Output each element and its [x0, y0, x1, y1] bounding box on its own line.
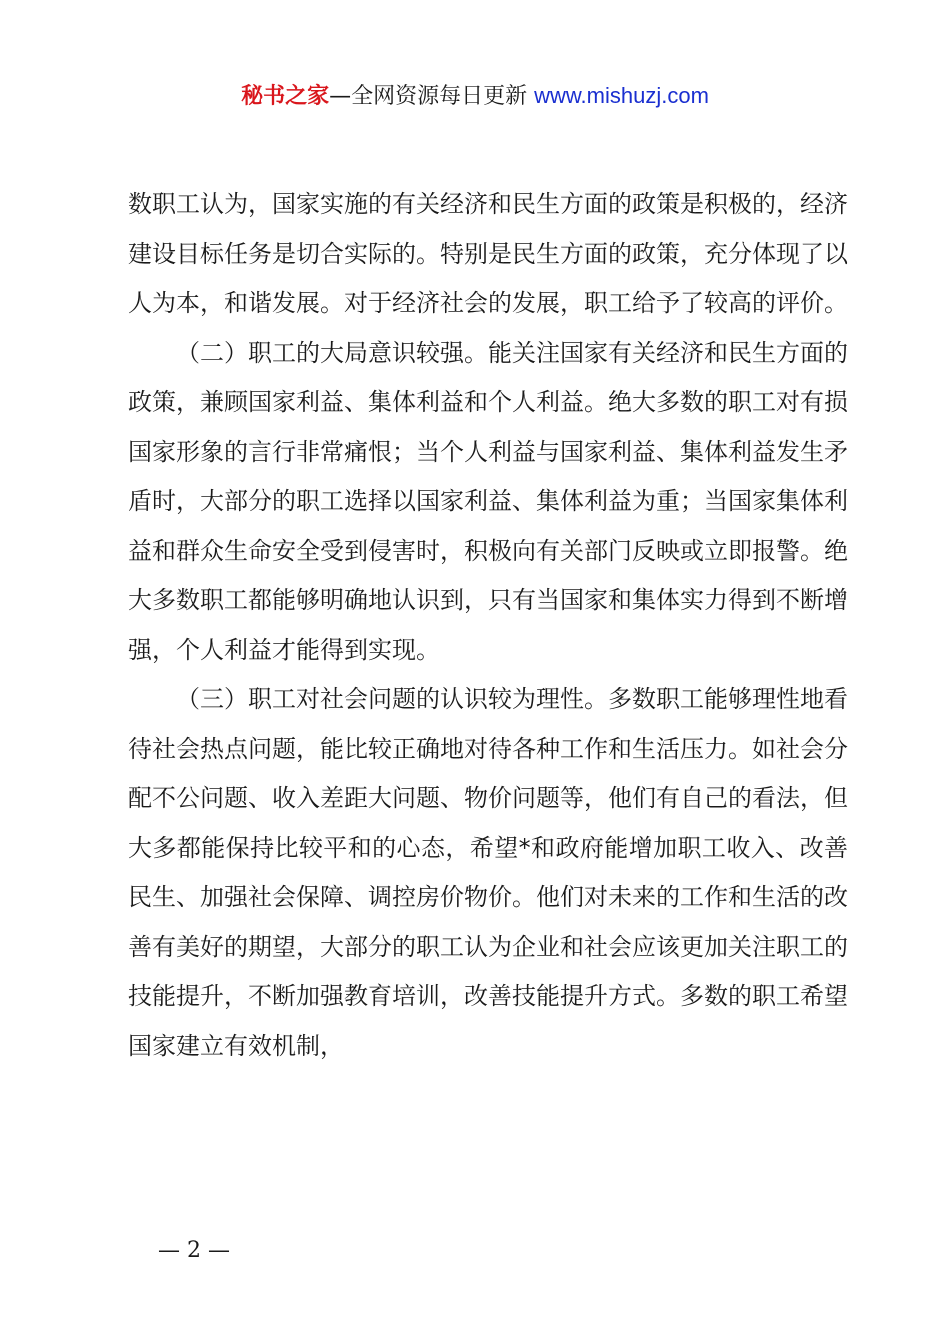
paragraph-section-2: （二）职工的大局意识较强。能关注国家有关经济和民生方面的政策，兼顾国家利益、集体利益和个人利益。绝大多数的职工对有损国家形象的言行非常痛恨；当个人利益与国家利益、集体利益发生矛盾时，大部分的职工选择以国家利益、集体利益为重；当国家集体利益和群众生命安全受到侵害时，积极向有关部门反映或立即报警。绝大多数职工都能够明确地认识到，只有当国家和集体实力得到不断增强，个人利益才能得到实现。 [128, 338, 848, 664]
site-brand: 秘书之家 [241, 84, 330, 109]
paragraph-section-3: （三）职工对社会问题的认识较为理性。多数职工能够理性地看待社会热点问题，能比较正确地对待各种工作和生活压力。如社会分配不公问题、收入差距大问题、物价问题等，他们有自己的看法，但大多都能保持比较平和的心态，希望*和政府能增加职工收入、改善民生、加强社会保障、调控房价物价。他们对未来的工作和生活的改善有美好的期望，大部分的职工认为企业和社会应该更加关注职工的技能提升，不断加强教育培训，改善技能提升方式。多数的职工希望国家建立有效机制， [128, 685, 848, 1060]
site-header [0, 80, 950, 113]
page-number: — 2 — [158, 1238, 230, 1263]
document-body [128, 180, 848, 1071]
site-tagline: —全网资源每日更新 [329, 84, 528, 109]
paragraph-continuation: 数职工认为，国家实施的有关经济和民生方面的政策是积极的，经济建设目标任务是切合实际的。特别是民生方面的政策，充分体现了以人为本，和谐发展。对于经济社会的发展，职工给予了较高的评价。 [128, 190, 848, 317]
site-url-link[interactable]: www.mishuzj.com [534, 83, 709, 108]
